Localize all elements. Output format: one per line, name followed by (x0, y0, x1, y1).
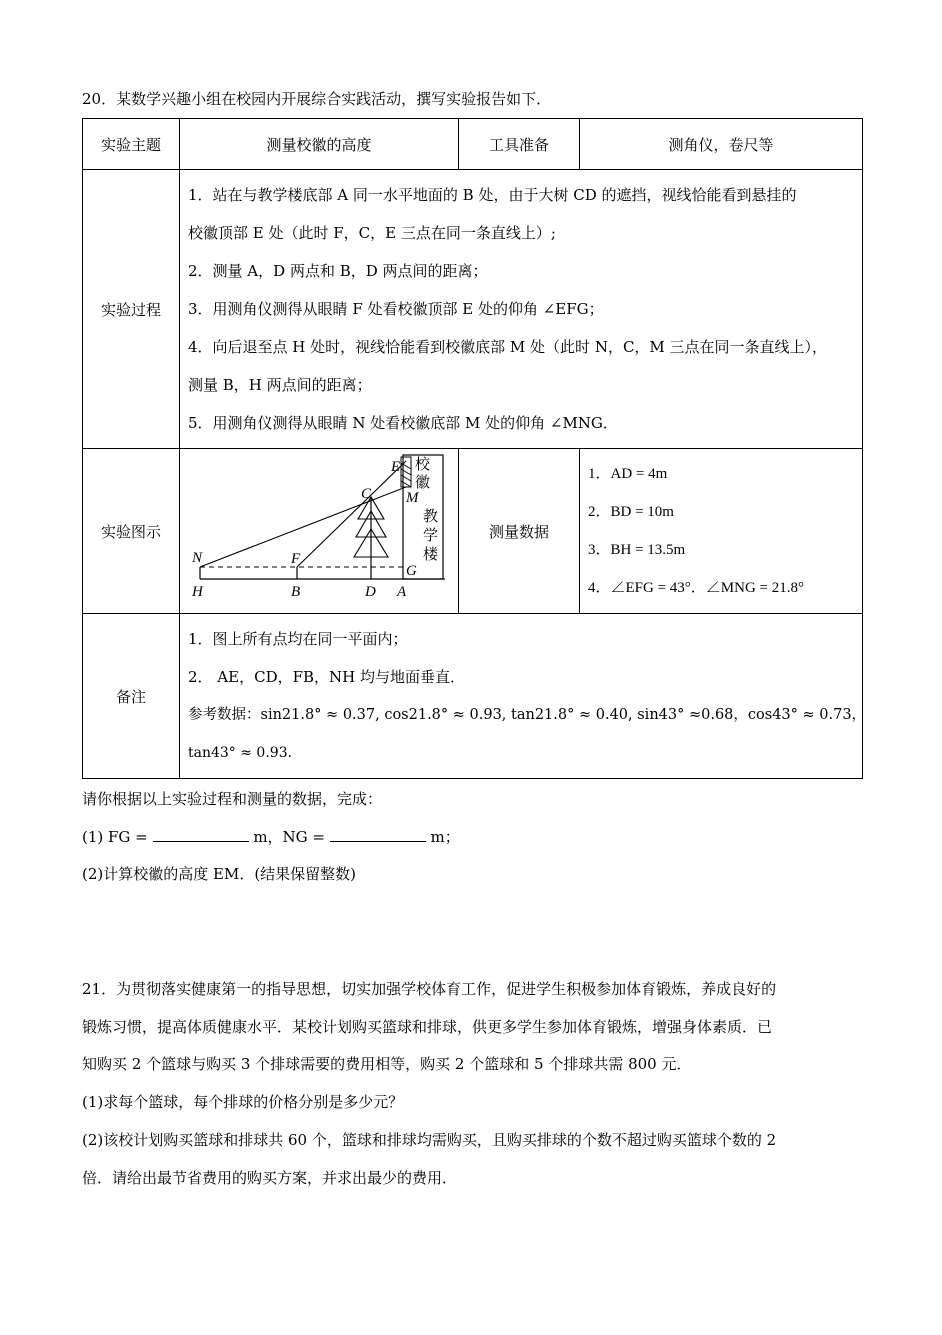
process-line: 5．用测角仪测得从眼睛 N 处看校徽底部 M 处的仰角 ∠MNG． (188, 414, 618, 432)
label-F: F (291, 551, 301, 567)
q20-part2: (2)计算校徽的高度 EM．(结果保留整数) (82, 865, 357, 883)
label-D: D (365, 584, 376, 600)
process-label: 实验过程 (83, 170, 180, 449)
building-text: 教 (423, 507, 439, 525)
label-H: H (192, 584, 203, 600)
q21-line: 倍．请给出最节省费用的购买方案，并求出最少的费用． (82, 1169, 458, 1187)
q21-line: (2)该校计划购买篮球和排球共 60 个，篮球和排球均需购买，且购买排球的个数不超过购买篮球个数的 2 (82, 1131, 777, 1149)
part1-unit1: m，NG = (253, 828, 325, 846)
badge-text: 校 (415, 455, 431, 473)
question-20-intro: 20．某数学兴趣小组在校园内开展综合实践活动，撰写实验报告如下． (82, 90, 552, 108)
process-line: 4．向后退至点 H 处时，视线恰能看到校徽底部 M 处（此时 N，C，M 三点在同一条直线上）， (188, 338, 828, 356)
process-line: 1．站在与教学楼底部 A 同一水平地面的 B 处，由于大树 CD 的遮挡，视线恰能看到悬挂的 (188, 186, 797, 204)
table-row-topic (83, 119, 863, 170)
label-A: A (397, 584, 407, 600)
notes-line: 2． AE，CD，FB，NH 均与地面垂直． (188, 668, 466, 686)
table-row-notes (83, 614, 863, 779)
figure-cell (180, 449, 459, 614)
label-B: B (291, 584, 301, 600)
process-line: 测量 B，H 两点间的距离； (188, 376, 372, 394)
notes-line: 1．图上所有点均在同一平面内； (188, 630, 408, 648)
data-line: 1．AD = 4m (588, 466, 668, 482)
answer-blank-fg[interactable] (153, 825, 249, 842)
building-text: 学 (423, 526, 439, 544)
process-line: 2．测量 A，D 两点和 B，D 两点间的距离； (188, 262, 488, 280)
topic-value: 测量校徽的高度 (180, 119, 459, 170)
data-label: 测量数据 (459, 449, 580, 614)
part1-unit2: m； (430, 828, 460, 846)
experiment-report-table (82, 118, 867, 779)
notes-line: tan43° ≈ 0.93． (188, 745, 302, 761)
q21-line: 21．为贯彻落实健康第一的指导思想，切实加强学校体育工作，促进学生积极参加体育锻炼，养成良好的 (82, 980, 777, 998)
tools-label: 工具准备 (459, 119, 580, 170)
notes-line: 参考数据：sin21.8° ≈ 0.37, cos21.8° ≈ 0.93, tan21.8° ≈ 0.40, sin43° ≈0.68，cos43° ≈ 0.73， (188, 707, 867, 723)
data-line: 3．BH = 13.5m (588, 542, 686, 558)
table-row-figure (83, 449, 863, 614)
q20-part1 (82, 818, 862, 856)
label-N: N (192, 550, 203, 566)
process-line: 校徽顶部 E 处（此时 F，C，E 三点在同一条直线上）; (188, 224, 556, 242)
label-C: C (361, 486, 372, 502)
data-line: 2．BD = 10m (588, 504, 674, 520)
topic-label: 实验主题 (83, 119, 180, 170)
experiment-diagram (180, 449, 458, 613)
q21-line: (1)求每个篮球，每个排球的价格分别是多少元？ (82, 1093, 404, 1111)
q20-prompt: 请你根据以上实验过程和测量的数据，完成： (82, 790, 383, 808)
label-E: E (391, 459, 401, 475)
process-line: 3．用测角仪测得从眼睛 F 处看校徽顶部 E 处的仰角 ∠EFG； (188, 300, 604, 318)
q21-line: 锻炼习惯，提高体质健康水平．某校计划购买篮球和排球，供更多学生参加体育锻炼，增强身体素质．已 (82, 1018, 773, 1036)
figure-label: 实验图示 (83, 449, 180, 614)
badge-text: 徽 (415, 473, 431, 491)
tools-value: 测角仪，卷尺等 (580, 119, 863, 170)
process-content (180, 170, 863, 449)
building-text: 楼 (423, 545, 439, 563)
data-content (580, 449, 863, 614)
notes-content (180, 614, 867, 779)
notes-label: 备注 (83, 614, 180, 779)
table-row-process (83, 170, 863, 449)
q21-line: 知购买 2 个篮球与购买 3 个排球需要的费用相等，购买 2 个篮球和 5 个排球共需 800 元． (82, 1055, 692, 1073)
part1-prefix: (1) FG = (82, 828, 148, 846)
data-line: 4．∠EFG = 43°．∠MNG = 21.8° (588, 580, 805, 596)
label-M: M (406, 490, 419, 506)
answer-blank-ng[interactable] (330, 825, 426, 842)
label-G: G (406, 563, 417, 579)
